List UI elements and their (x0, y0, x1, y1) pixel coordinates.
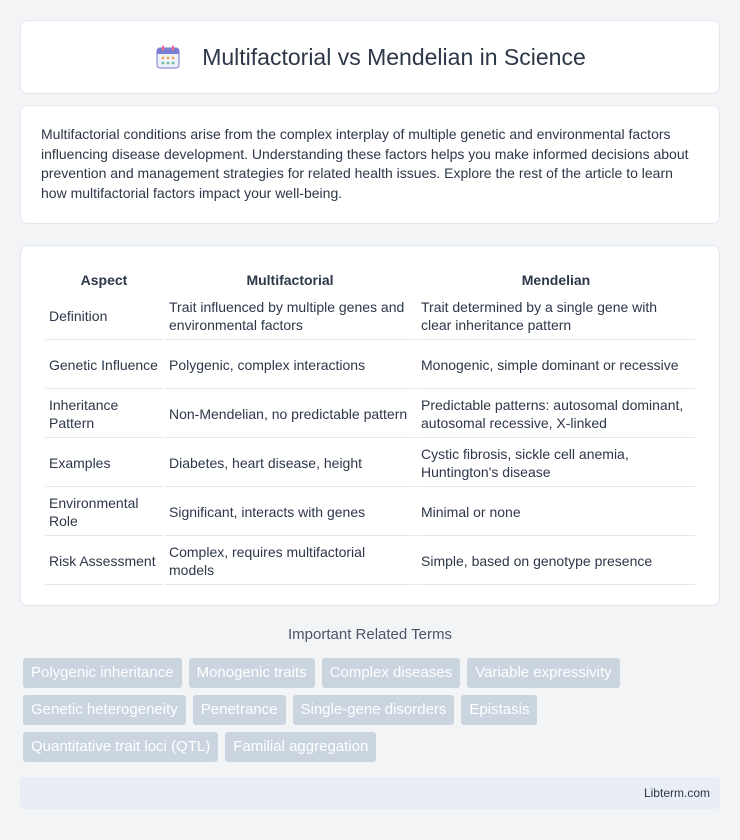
table-row (45, 293, 695, 340)
footer (20, 777, 720, 809)
table-header-row (45, 268, 695, 291)
header-mendelian: Mendelian (521, 272, 591, 288)
page-title: Multifactorial vs Mendelian in Science (202, 43, 586, 70)
table-cell: Trait determined by a single gene with clear inheritance pattern (417, 293, 695, 340)
intro-text: Multifactorial conditions arise from the complex interplay of multiple genetic and environmental factors influencing disease development. Understanding these factors helps you make informed decisions about prevention and management strategies for related health issues. Explore the rest of the article to learn how multifactorial factors impact your well-being. (41, 126, 689, 201)
table-cell: Diabetes, heart disease, height (165, 440, 415, 487)
table-row (45, 440, 695, 487)
calendar-icon (154, 43, 182, 71)
table-cell: Definition (45, 293, 163, 340)
table-cell: Inheritance Pattern (45, 391, 163, 438)
table-cell: Cystic fibrosis, sickle cell anemia, Huntington's disease (417, 440, 695, 487)
table-cell: Environmental Role (45, 489, 163, 536)
related-term-tag[interactable]: Genetic heterogeneity (23, 695, 186, 725)
table-row (45, 391, 695, 438)
footer-link[interactable]: Libterm.com (643, 786, 710, 800)
related-term-tag[interactable]: Single-gene disorders (293, 695, 455, 725)
table-cell: Examples (45, 440, 163, 487)
table-row (45, 538, 695, 585)
table-cell: Monogenic, simple dominant or recessive (417, 342, 695, 389)
related-term-tag[interactable]: Variable expressivity (467, 658, 619, 688)
table-cell: Complex, requires multifactorial models (165, 538, 415, 585)
table-cell: Risk Assessment (45, 538, 163, 585)
comparison-table-card (20, 245, 720, 606)
table-row (45, 342, 695, 389)
related-term-tag[interactable]: Complex diseases (322, 658, 461, 688)
table-cell: Trait influenced by multiple genes and environmental factors (165, 293, 415, 340)
header-multifactorial: Multifactorial (246, 272, 334, 288)
header-aspect: Aspect (80, 272, 128, 288)
related-term-tag[interactable]: Epistasis (461, 695, 537, 725)
related-term-tag[interactable]: Quantitative trait loci (QTL) (23, 732, 218, 762)
table-cell: Simple, based on genotype presence (417, 538, 695, 585)
related-terms-list (23, 658, 723, 769)
table-cell: Polygenic, complex interactions (165, 342, 415, 389)
table-cell: Predictable patterns: autosomal dominant, autosomal recessive, X-linked (417, 391, 695, 438)
related-term-tag[interactable]: Penetrance (193, 695, 286, 725)
table-row (45, 489, 695, 536)
table-cell: Non-Mendelian, no predictable pattern (165, 391, 415, 438)
related-term-tag[interactable]: Polygenic inheritance (23, 658, 182, 688)
related-term-tag[interactable]: Familial aggregation (225, 732, 376, 762)
table-cell: Significant, interacts with genes (165, 489, 415, 536)
table-cell: Genetic Influence (45, 342, 163, 389)
related-terms-title: Important Related Terms (288, 626, 452, 643)
related-term-tag[interactable]: Monogenic traits (189, 658, 315, 688)
comparison-table (43, 266, 697, 587)
intro-card (20, 105, 720, 224)
table-cell: Minimal or none (417, 489, 695, 536)
header-card (20, 20, 720, 94)
